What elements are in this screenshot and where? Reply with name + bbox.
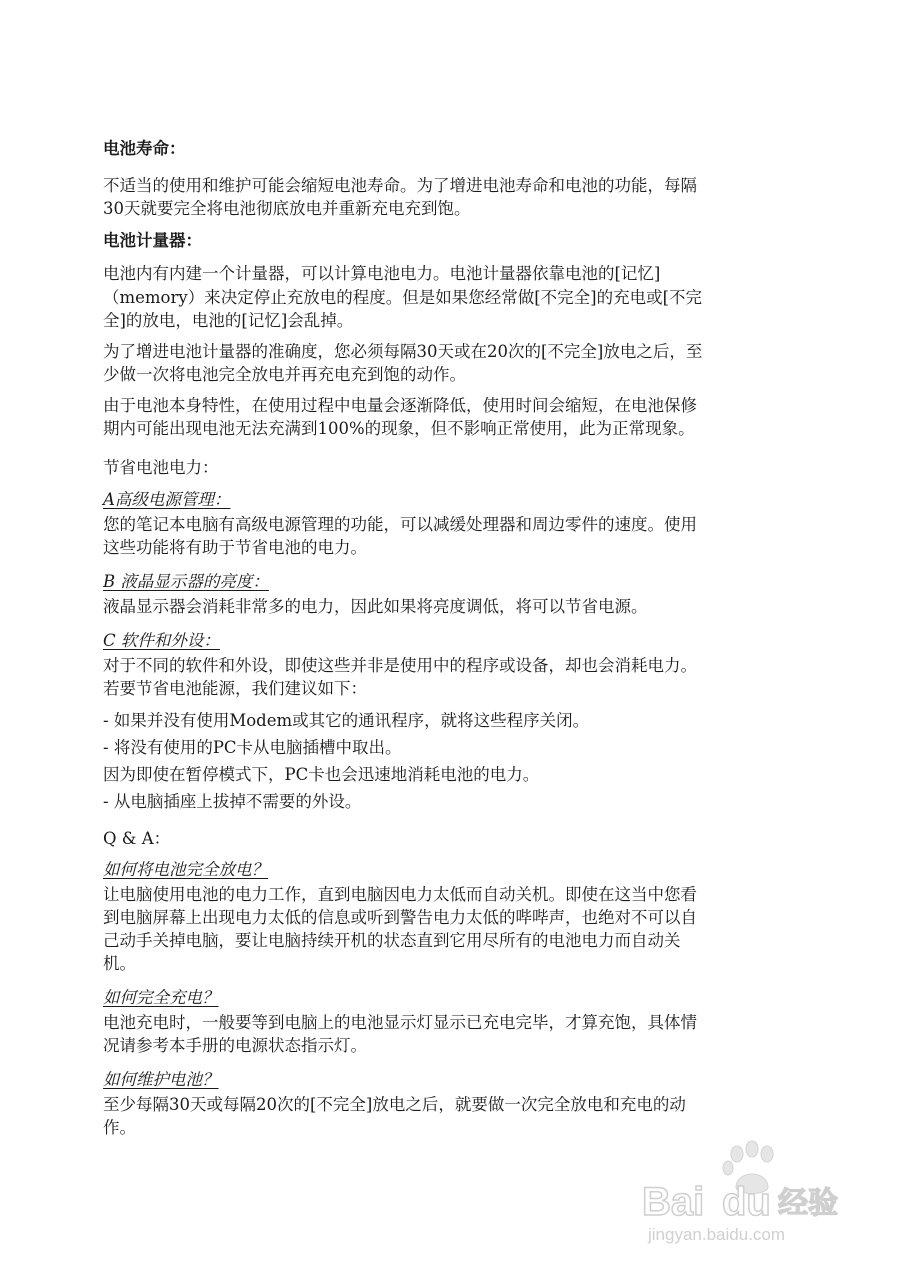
paragraph-line: 您的笔记本电脑有高级电源管理的功能，可以减缓处理器和周边零件的速度。使用 [103, 515, 697, 534]
subheading-power-management: A高级电源管理： [103, 490, 231, 509]
question-heading: 如何将电池完全放电？ [103, 860, 268, 879]
watermark-brand-cn: 经验 [778, 1186, 838, 1221]
paragraph-line: 由于电池本身特性，在使用过程中电量会逐渐降低，使用时间会缩短，在电池保修 [103, 396, 697, 415]
list-item: - 从电脑插座上拔掉不需要的外设。 [103, 792, 362, 811]
subheading-software-peripherals: C 软件和外设： [103, 631, 220, 650]
section-heading-battery-meter: 电池计量器： [103, 231, 202, 250]
paragraph-line: 30天就要完全将电池彻底放电并重新充电充到饱。 [103, 199, 471, 218]
list-item: - 如果并没有使用Modem或其它的通讯程序，就将这些程序关闭。 [103, 711, 590, 730]
paragraph-line: 到电脑屏幕上出现电力太低的信息或听到警告电力太低的哔哔声，也绝对不可以自 [103, 908, 697, 927]
watermark-url: jingyan.baidu.com [648, 1225, 786, 1244]
paragraph-line: 期内可能出现电池无法充满到100%的现象，但不影响正常使用，此为正常现象。 [103, 419, 695, 438]
paragraph-line: 液晶显示器会消耗非常多的电力，因此如果将亮度调低，将可以节省电源。 [103, 597, 648, 616]
watermark-brand-right: du [722, 1180, 771, 1224]
watermark-brand-left: Bai [642, 1180, 705, 1224]
paragraph-line: 机。 [103, 954, 136, 973]
section-heading-save-power: 节省电池电力： [103, 458, 219, 477]
paragraph-line: 为了增进电池计量器的准确度，您必须每隔30天或在20次的[不完全]放电之后，至 [103, 342, 703, 361]
paragraph-line: 电池内有内建一个计量器，可以计算电池电力。电池计量器依靠电池的[记忆] [103, 264, 661, 283]
list-item: - 将没有使用的PC卡从电脑插槽中取出。 [103, 738, 402, 757]
section-heading-qa: Q & A： [103, 829, 171, 848]
paragraph-line: 全]的放电，电池的[记忆]会乱掉。 [103, 311, 354, 330]
paragraph-line: 这些功能将有助于节省电池的电力。 [103, 538, 367, 557]
paragraph-line: 若要节省电池能源，我们建议如下： [103, 679, 367, 698]
paragraph-line: 作。 [103, 1118, 136, 1137]
paragraph-line: 因为即使在暂停模式下，PC卡也会迅速地消耗电池的电力。 [103, 765, 540, 784]
paragraph-line: （memory）来决定停止充放电的程度。但是如果您经常做[不完全]的充电或[不完 [103, 288, 703, 307]
paragraph-line: 电池充电时，一般要等到电脑上的电池显示灯显示已充电完毕，才算充饱，具体情 [103, 1013, 697, 1032]
question-heading: 如何完全充电？ [103, 988, 219, 1007]
paragraph-line: 不适当的使用和维护可能会缩短电池寿命。为了增进电池寿命和电池的功能，每隔 [103, 176, 697, 195]
paragraph-line: 对于不同的软件和外设，即使这些并非是使用中的程序或设备，却也会消耗电力。 [103, 656, 697, 675]
paragraph-line: 况请参考本手册的电源状态指示灯。 [103, 1036, 367, 1055]
paragraph-line: 少做一次将电池完全放电并再充电充到饱的动作。 [103, 365, 466, 384]
paragraph-line: 至少每隔30天或每隔20次的[不完全]放电之后，就要做一次完全放电和充电的动 [103, 1095, 686, 1114]
paragraph-line: 己动手关掉电脑，要让电脑持续开机的状态直到它用尽所有的电池电力而自动关 [103, 931, 681, 950]
paragraph-line: 让电脑使用电池的电力工作，直到电脑因电力太低而自动关机。即使在这当中您看 [103, 885, 697, 904]
question-heading: 如何维护电池？ [103, 1070, 219, 1089]
section-heading-battery-life: 电池寿命： [103, 139, 186, 158]
subheading-lcd-brightness: B 液晶显示器的亮度： [103, 572, 269, 591]
baidu-jingyan-watermark [640, 1138, 860, 1248]
